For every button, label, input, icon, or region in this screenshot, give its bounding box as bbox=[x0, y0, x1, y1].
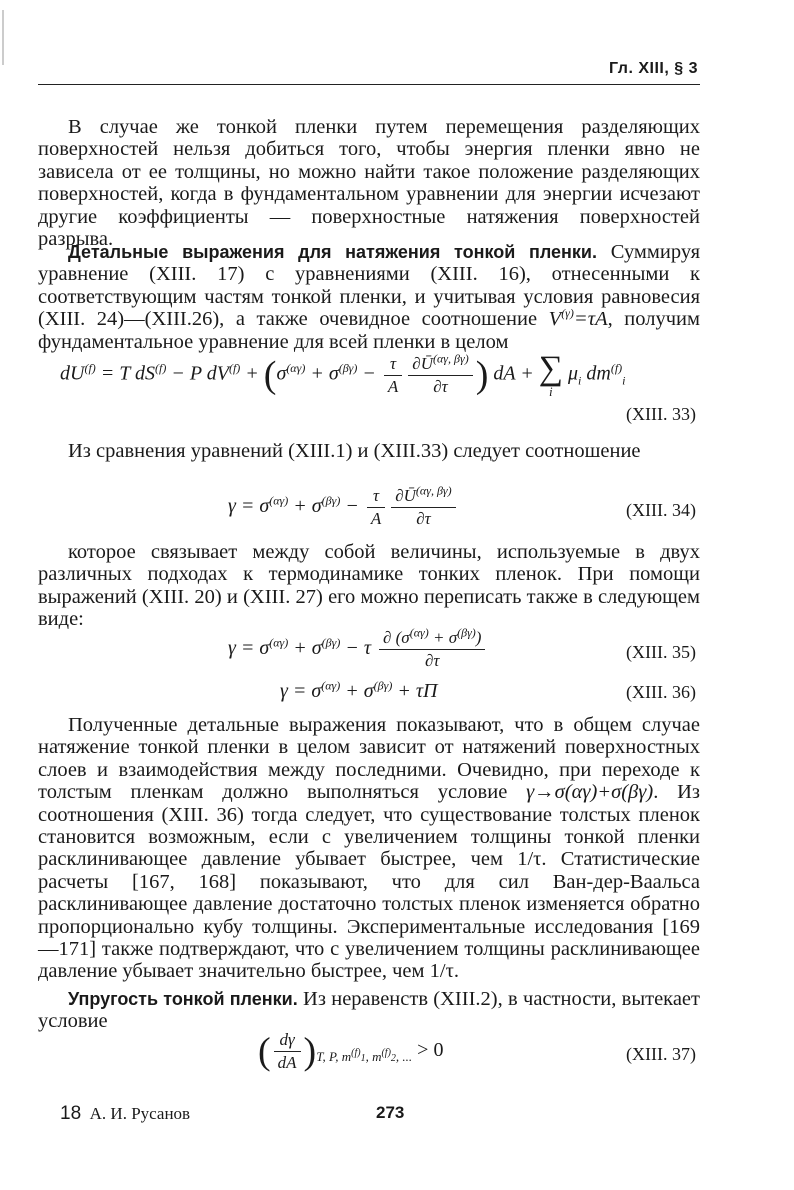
e35-num-b: + σ bbox=[428, 628, 458, 647]
paragraph-comparison: Из сравнения уравнений (XIII.1) и (XIII.33) следует соотношение bbox=[68, 440, 641, 462]
e37-frac bbox=[274, 1030, 301, 1073]
equation-number-35: (XIII. 35) bbox=[626, 642, 696, 662]
e33-lhs: dU bbox=[60, 362, 85, 385]
e37-sub-sup1: (f) bbox=[351, 1047, 361, 1059]
e33-frac1-den: A bbox=[387, 376, 399, 396]
e37-rparen: ) bbox=[303, 1030, 317, 1073]
e36-lhs: γ = σ bbox=[280, 680, 322, 702]
p2-rel-lhs: V bbox=[548, 308, 562, 331]
e33-minus: − bbox=[357, 362, 381, 385]
e37-sub-sup2: (f) bbox=[381, 1047, 391, 1059]
e33-frac2-num-main: ∂Ū bbox=[412, 353, 433, 373]
equation-number-37: (XIII. 37) bbox=[626, 1044, 696, 1064]
e33-rparen: ) bbox=[475, 354, 489, 396]
e34-mid: + σ bbox=[288, 495, 322, 518]
equation-xiii-35 bbox=[228, 625, 488, 671]
e34-sup2: (βγ) bbox=[321, 493, 341, 508]
e34-frac2-den: ∂τ bbox=[416, 509, 431, 528]
e36-mid: + σ bbox=[340, 680, 374, 702]
e37-den: dA bbox=[277, 1053, 297, 1072]
paragraph-elasticity bbox=[38, 988, 700, 1033]
e34-frac-dU-dtau bbox=[391, 483, 455, 529]
e33-sig-b: + σ bbox=[305, 362, 339, 385]
e34-frac2-num-sup: (αγ, βγ) bbox=[415, 483, 452, 498]
p2-body-a: Суммируя уравнение (XIII. 17) с уравнениями (XIII. 16), отнесенными к соответствующим частям тонкой пленки, и учитывая условия равновесия (XIII. 24)—(XIII.26), а также очевидное соотношение bbox=[38, 241, 700, 331]
running-head: Гл. XIII, § 3 bbox=[609, 60, 698, 77]
e37-sub-s1: 1 bbox=[360, 1053, 366, 1065]
e33-frac1-num: τ bbox=[384, 354, 402, 376]
footer-signature bbox=[60, 1103, 190, 1125]
e33-lparen: ( bbox=[263, 354, 277, 396]
e35-frac bbox=[379, 625, 485, 671]
equation-xiii-36 bbox=[280, 680, 437, 703]
e34-frac2-num-main: ∂Ū bbox=[395, 486, 416, 505]
e33-t2-sup: (f) bbox=[228, 360, 241, 375]
e33-frac2-num-sup: (αγ, βγ) bbox=[432, 350, 469, 365]
e35-lhs: γ = σ bbox=[228, 637, 270, 660]
e37-num: dγ bbox=[274, 1030, 301, 1052]
e34-lhs: γ = σ bbox=[228, 495, 270, 518]
e37-sub bbox=[316, 1049, 412, 1064]
e37-rhs: > 0 bbox=[412, 1039, 444, 1062]
e33-dm-sup: (f) bbox=[610, 360, 623, 375]
p5-a: Полученные детальные выражения показывают, что в общем случае натяжение тонкой пленки в целом зависит от натяжений поверхностных слоев и взаимодействия между последними. Очевидно, при переходе к толстым пленкам должно выполняться условие bbox=[38, 714, 700, 804]
e34-frac1-den: A bbox=[370, 509, 382, 528]
e33-mu: μ bbox=[562, 362, 579, 385]
e36-sup2: (βγ) bbox=[373, 678, 393, 693]
e35-num-c: ) bbox=[475, 628, 482, 647]
e33-dm-sub: i bbox=[622, 373, 626, 388]
e35-num-a: ∂ (σ bbox=[383, 628, 410, 647]
footer-author: А. И. Русанов bbox=[89, 1104, 191, 1123]
e33-sig-a: σ bbox=[276, 362, 287, 385]
e33-dm: dm bbox=[581, 362, 611, 385]
section-title-elasticity: Упругость тонкой пленки. bbox=[68, 989, 298, 1009]
e37-sub-tail: , ... bbox=[395, 1049, 413, 1065]
e33-frac-dU-dtau bbox=[408, 350, 472, 397]
equation-xiii-37 bbox=[258, 1030, 443, 1073]
e34-frac-tau-a bbox=[367, 486, 385, 529]
e35-sup2: (βγ) bbox=[321, 635, 341, 650]
p2-rel-sup: (γ) bbox=[561, 306, 574, 321]
e35-num-sup1: (αγ) bbox=[409, 625, 429, 640]
e33-sig-a-sup: (αγ) bbox=[286, 360, 306, 375]
e37-lparen: ( bbox=[258, 1030, 271, 1073]
e33-lhs-sup: (f) bbox=[84, 360, 96, 375]
e33-sig-b-sup: (βγ) bbox=[338, 360, 358, 375]
p6-body: Из неравенств (XIII.2), в частности, вытекает условие bbox=[38, 988, 700, 1033]
e33-t2: − P dV bbox=[171, 362, 229, 385]
paragraph-thin-film: В случае же тонкой пленки путем перемещения разделяющих поверхностей нельзя добиться того, чтобы энергия пленки явно не зависела от ее толщины, но можно найти такое положение разделяющих поверхностей, когда в фундаментальном уравнении для энергии исчезают другие коэффициенты — поверхностные натяжения поверхностей разрыва. bbox=[38, 116, 700, 251]
e36-sup1: (αγ) bbox=[321, 678, 341, 693]
equation-number-33: (XIII. 33) bbox=[626, 404, 696, 424]
e33-frac2-num bbox=[408, 350, 472, 376]
e33-mu-sub: i bbox=[578, 373, 582, 388]
e34-frac2-num bbox=[391, 483, 455, 508]
equation-xiii-33 bbox=[60, 352, 626, 398]
e33-t1-sup: (f) bbox=[155, 360, 167, 375]
paragraph-results bbox=[38, 714, 700, 983]
e33-plus: + bbox=[245, 362, 264, 385]
sheet-number: 18 bbox=[60, 1103, 82, 1124]
section-title-detailed: Детальные выражения для натяжения тонкой пленки. bbox=[68, 242, 597, 262]
e33-frac-tau-a bbox=[384, 354, 402, 397]
p5-b: . Из соотношения (XIII. 36) тогда следует, что существование толстых пленок становится возможным, если с увеличением толщины тонкой пленки расклинивающее давление убывает быстрее, чем 1/τ. Статистические расчеты [167, 168] показывают, что для сил Ван-дер-Ваальса расклинивающее давление достаточно толстых пленок изменяется обратно пропорционально кубу толщины. Экспериментальные исследования [169—171] также подтверждают, что с увеличением толщины расклинивающее давление убывает значительно быстрее, чем 1/τ. bbox=[38, 781, 701, 983]
e33-sum-sub: i bbox=[549, 384, 553, 399]
e34-minus: − bbox=[340, 495, 364, 518]
e35-frac-num bbox=[379, 625, 485, 650]
e37-sub-s2: 2 bbox=[390, 1053, 396, 1065]
e35-num-sup2: (βγ) bbox=[457, 625, 476, 640]
paragraph-detailed-expressions bbox=[38, 241, 700, 353]
e33-sum-block bbox=[539, 352, 563, 398]
e33-dA: dA + bbox=[488, 362, 539, 385]
equation-xiii-34 bbox=[228, 483, 459, 529]
e33-frac2-den: ∂τ bbox=[433, 376, 448, 396]
e35-sup1: (αγ) bbox=[269, 635, 289, 650]
equation-number-36: (XIII. 36) bbox=[626, 682, 696, 702]
paragraph-relation: которое связывает между собой величины, используемые в двух различных подходах к термодинамике тонких пленок. При помощи выражений (XIII. 20) и (XIII. 27) его можно переписать также в следующем виде: bbox=[38, 541, 700, 631]
e34-sup1: (αγ) bbox=[269, 493, 289, 508]
e35-minus: − τ bbox=[340, 637, 376, 660]
page-number: 273 bbox=[376, 1103, 405, 1122]
e33-sum: ∑ bbox=[538, 350, 563, 387]
e35-mid: + σ bbox=[288, 637, 322, 660]
scan-edge-mark bbox=[2, 10, 4, 65]
header-rule bbox=[38, 84, 700, 85]
p2-body-b: , получим фундаментальное уравнение для всей пленки в целом bbox=[38, 308, 700, 353]
e35-frac-den: ∂τ bbox=[424, 651, 440, 670]
e33-t1: = T dS bbox=[100, 362, 156, 385]
e37-sub-c: , m bbox=[365, 1049, 382, 1065]
equation-number-34: (XIII. 34) bbox=[626, 500, 696, 520]
p5-condition: γ→σ(αγ)+σ(βγ) bbox=[526, 781, 654, 804]
e36-tail: + τΠ bbox=[392, 680, 438, 702]
p2-rel-rhs: =τA bbox=[573, 308, 608, 331]
e37-sub-main: T, P, m bbox=[316, 1049, 352, 1065]
e34-frac1-num: τ bbox=[367, 486, 385, 508]
